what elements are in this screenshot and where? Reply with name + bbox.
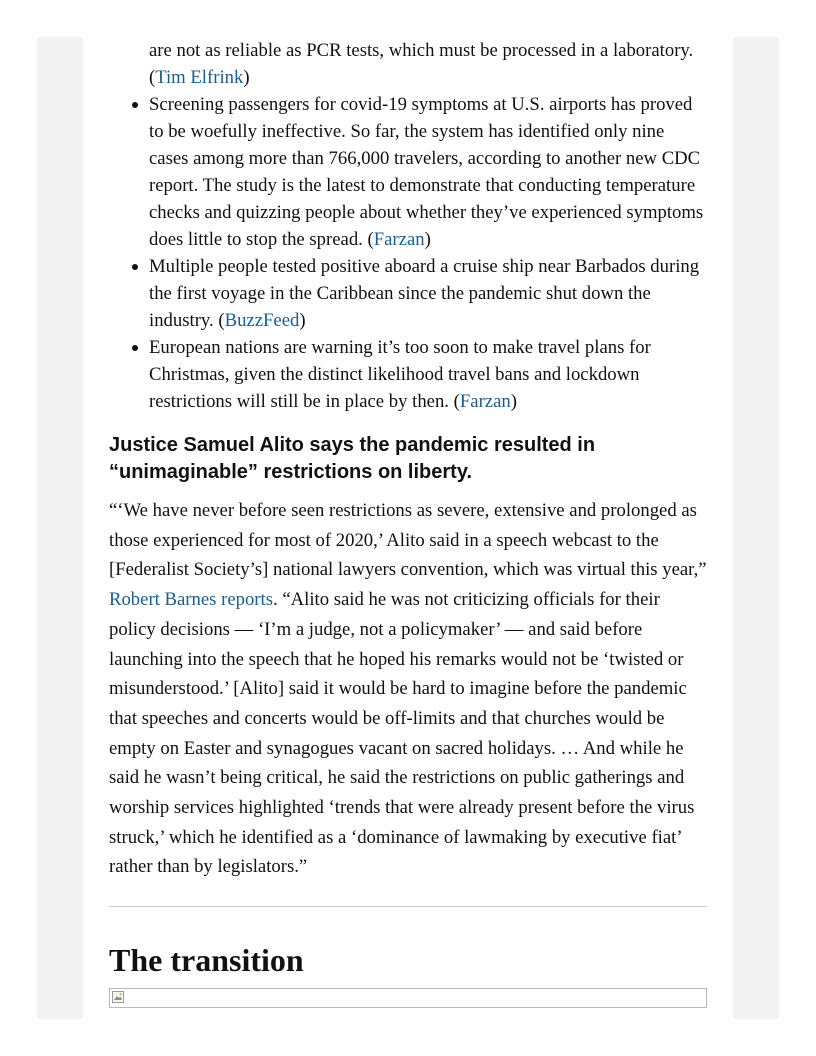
section-title: The transition [109,942,304,978]
list-item: are not as reliable as PCR tests, which must be processed in a laboratory. (Tim Elfrink) [149,40,694,88]
section-divider [109,906,707,907]
news-bullet-list [109,37,707,415]
left-margin-panel [37,37,83,1019]
source-link-buzzfeed[interactable]: BuzzFeed [224,310,300,331]
source-link-farzan-2[interactable]: Farzan [459,391,511,412]
list-item: European nations are warning it’s too soon to make travel plans for Christmas, given the distinct likelihood travel bans and lockdown restrictions will still be in place by then. (Farzan) [109,334,707,415]
bullet-dot [132,264,138,270]
image-placeholder [109,988,707,1008]
alito-quote-paragraph: “‘We have never before seen restrictions as severe, extensive and prolonged as those experienced for most of 2020,’ Alito said in a speech webcast to the [Federalist Society’s] national lawyers convention, which was virtual this year,” Robert Barnes reports. “Alito said he was not criticizing officials for their policy decisions — ‘I’m a judge, not a policymaker’ — and said before launching into the speech that he hoped his remarks would not be ‘twisted or misunderstood.’ [Alito] said it would be hard to imagine before the pandemic that speeches and concerts would be off-limits and that churches would be empty on Easter and synagogues vacant on sacred holidays. … And while he said he wasn’t being critical, he said the restrictions on public gatherings and worship services highlighted ‘trends that were already present before the virus struck,’ which he identified as a ‘dominance of lawmaking by executive fiat’ rather than by legislators.” [109,500,707,878]
source-link-tim-elfrink[interactable]: Tim Elfrink [155,67,244,88]
broken-image-icon [112,991,124,1003]
right-margin-panel [733,37,779,1019]
list-item: Multiple people tested positive aboard a cruise ship near Barbados during the first voyage in the Caribbean since the pandemic shut down the industry. (BuzzFeed) [109,253,707,334]
story-subheading: Justice Samuel Alito says the pandemic resulted in “unimaginable” restrictions on liberty. [109,434,596,483]
bullet-dot [132,102,138,108]
list-item: Screening passengers for covid-19 symptoms at U.S. airports has proved to be woefully ineffective. So far, the system has identified only nine cases among more than 766,000 travelers, according to another new CDC report. The study is the latest to demonstrate that conducting temperature checks and quizzing people about whether they’ve experienced symptoms does little to stop the spread. (Farzan) [109,91,707,253]
bullet-dot [132,345,138,351]
robert-barnes-link[interactable]: Robert Barnes reports [109,589,273,611]
source-link-farzan[interactable]: Farzan [373,229,425,250]
